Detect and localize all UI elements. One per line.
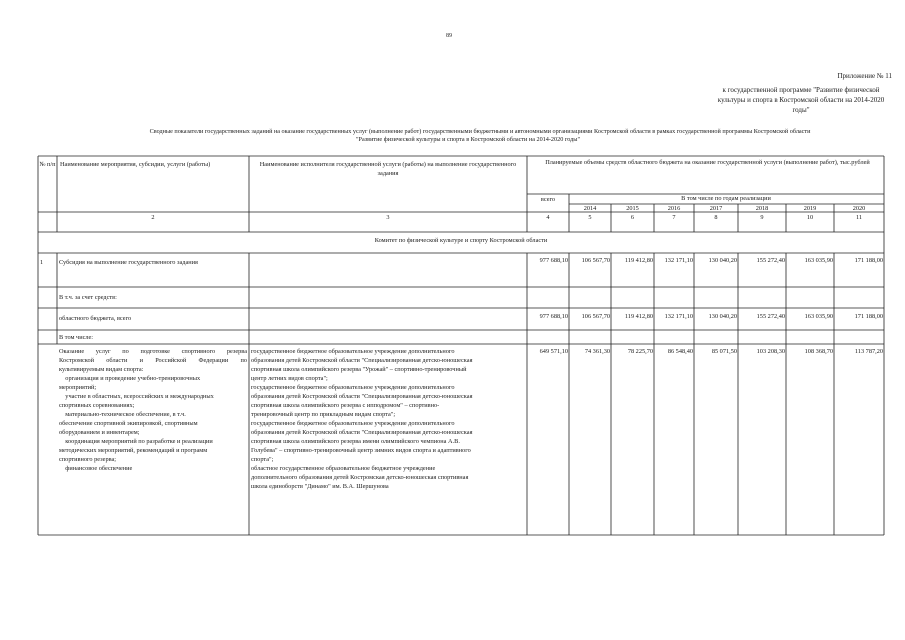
row-5-executor-line: дополнительного образования детей Костромская детско-юношеская спортивная	[251, 474, 469, 481]
row-5-executor-line: государственное бюджетное образовательное учреждение дополнительного	[251, 384, 455, 391]
row-3-2017: 130 040,20	[708, 313, 737, 320]
header-by-year: В том числе по годам реализации	[681, 195, 771, 202]
row-1-num: 1	[40, 259, 44, 266]
row-5-executor-line: образования детей Костромской области "Специализированная детско-юношеская	[251, 393, 473, 400]
row-5-executor-line: спорта";	[251, 456, 274, 463]
row-3-2020: 171 188,00	[854, 313, 883, 320]
col-number-3: 3	[386, 214, 390, 221]
document-heading	[28, 128, 905, 144]
header-year-2019: 2019	[803, 205, 817, 212]
row-5-total: 649 571,10	[539, 348, 568, 355]
appendix-title: Приложение № 11	[837, 72, 892, 80]
page-number: 89	[446, 33, 452, 39]
header-num: № п/п	[39, 161, 56, 168]
col-number-7: 7	[672, 214, 676, 221]
row-5-name-line: мероприятий;	[59, 384, 97, 391]
col-number-10: 10	[806, 214, 814, 221]
row-3-total: 977 688,10	[539, 313, 568, 320]
header-year-2014: 2014	[583, 205, 597, 212]
header-year-2020: 2020	[852, 205, 866, 212]
row-5-name-line: оборудованием и инвентарем;	[59, 429, 140, 436]
header-name: Наименование мероприятия, субсидии, услуги (работы)	[60, 161, 211, 168]
header-year-2015: 2015	[626, 205, 639, 212]
row-5-name-line: организация и проведение учебно-тренировочных	[59, 375, 201, 382]
row-5-executor-line: областное государственное образовательное бюджетное учреждение	[251, 465, 436, 472]
col-number-8: 8	[714, 214, 718, 221]
row-3-2015: 119 412,80	[624, 313, 653, 320]
row-5-2017: 85 071,50	[711, 348, 737, 355]
row-3-2016: 132 171,10	[664, 313, 693, 320]
row-5-executor-line: тренировочный центр по прикладным видам спорта";	[251, 411, 396, 418]
row-5-executor	[251, 347, 525, 491]
row-1-2020: 171 188,00	[854, 257, 883, 264]
row-5-name-line: финансовое обеспечение	[59, 465, 133, 472]
row-5-2018: 103 208,30	[756, 348, 785, 355]
row-2-name: В т.ч. за счет средств:	[59, 294, 117, 301]
header-executor: Наименование исполнителя государственной услуги (работы) на выполнение государственного задания	[259, 161, 517, 177]
row-4-name: В том числе:	[59, 334, 94, 341]
col-number-4: 4	[546, 214, 550, 221]
row-3-2014: 106 567,70	[581, 313, 610, 320]
col-number-2: 2	[151, 214, 155, 221]
row-5-name-line: Оказание услуг по подготовке спортивного резерва	[59, 348, 247, 355]
row-5-name-line: культивируемым видам спорта:	[59, 366, 144, 373]
col-number-5: 5	[588, 214, 592, 221]
row-5-executor-line: школа единоборств "Динамо" им. В.А. Шершунова	[251, 483, 389, 490]
row-1-name: Субсидия на выполнение государственного задания	[59, 259, 198, 266]
row-3-2019: 163 035,90	[804, 313, 833, 320]
row-1-2014: 106 567,70	[581, 257, 610, 264]
row-5-executor-line: образования детей Костромской области "Специализированная детско-юношеская	[251, 429, 473, 436]
appendix-description: к государственной программе "Развитие физической культуры и спорта в Костромской области на 2014-2020 годы"	[717, 86, 885, 114]
row-5-executor-line: центр летних видов спорта";	[251, 375, 328, 382]
section-title: Комитет по физической культуре и спорту Костромской области	[374, 237, 548, 244]
row-5-executor-line: спортивная школа олимпийского резерва с ипподромом" – спортивно-	[251, 402, 440, 409]
row-5-2020: 113 787,20	[854, 348, 883, 355]
row-5-name-line: спортивных соревнованиях;	[59, 402, 135, 409]
row-5-name-line: Костромской области и Российской Федерации по	[59, 357, 247, 364]
row-1-total: 977 688,10	[539, 257, 568, 264]
row-1-2019: 163 035,90	[804, 257, 833, 264]
header-year-2016: 2016	[667, 205, 681, 212]
appendix-block	[692, 71, 892, 115]
header-year-2017: 2017	[709, 205, 723, 212]
row-5-name-line: координация мероприятий по разработке и реализации	[59, 438, 213, 445]
row-5-2015: 78 225,70	[627, 348, 653, 355]
row-3-2018: 155 272,40	[756, 313, 785, 320]
col-number-6: 6	[630, 214, 635, 221]
row-3-name: областного бюджета, всего	[59, 315, 132, 322]
row-1-2018: 155 272,40	[756, 257, 785, 264]
row-1-2017: 130 040,20	[708, 257, 737, 264]
heading-line-1: Сводные показатели государственных заданий на оказание государственных услуг (выполнение работ) государственными бюджетными и автономными организациями Костромской области в рамках государственной программы Костромской области	[149, 128, 811, 135]
row-5-executor-line: спортивная школа олимпийского резерва имени олимпийского чемпиона А.В.	[251, 438, 460, 445]
row-5-name-line: участие в областных, всероссийских и международных	[59, 393, 214, 400]
row-5-executor-line: спортивная школа олимпийского резерва "Урожай" – спортивно-тренировочный	[251, 366, 467, 373]
row-5-name	[59, 347, 247, 473]
row-5-2016: 86 548,40	[667, 348, 693, 355]
col-number-11: 11	[855, 214, 863, 221]
row-5-name-line: спортивного резерва;	[59, 456, 117, 463]
row-5-executor-line: государственное бюджетное образовательное учреждение дополнительного	[251, 420, 455, 427]
col-number-9: 9	[760, 214, 764, 221]
header-planned: Планируемые объемы средств областного бюджета на оказание государственной услуги (выполнение работ), тыс.рублей	[545, 159, 870, 166]
row-5-executor-line: Голубева" – спортивно-тренировочный центр зимних видов спорта и адаптивного	[251, 447, 471, 454]
heading-line-2: "Развитие физической культуры и спорта в Костромской области на 2014-2020 годы"	[356, 136, 580, 143]
header-total: всего	[540, 196, 556, 203]
row-5-executor-line: государственное бюджетное образовательное учреждение дополнительного	[251, 348, 455, 355]
row-1-2015: 119 412,80	[624, 257, 653, 264]
row-5-executor-line: образования детей Костромской области "Специализированная детско-юношеская	[251, 357, 473, 364]
row-5-name-line: материально-техническое обеспечение, в т.ч.	[59, 411, 186, 418]
row-5-name-line: обеспечение спортивной экипировкой, спортивным	[59, 420, 198, 427]
header-year-2018: 2018	[755, 205, 769, 212]
row-5-2019: 108 368,70	[804, 348, 833, 355]
row-5-name-line: методических мероприятий, рекомендаций и программ	[59, 447, 208, 454]
row-1-2016: 132 171,10	[664, 257, 693, 264]
row-5-2014: 74 361,30	[584, 348, 610, 355]
